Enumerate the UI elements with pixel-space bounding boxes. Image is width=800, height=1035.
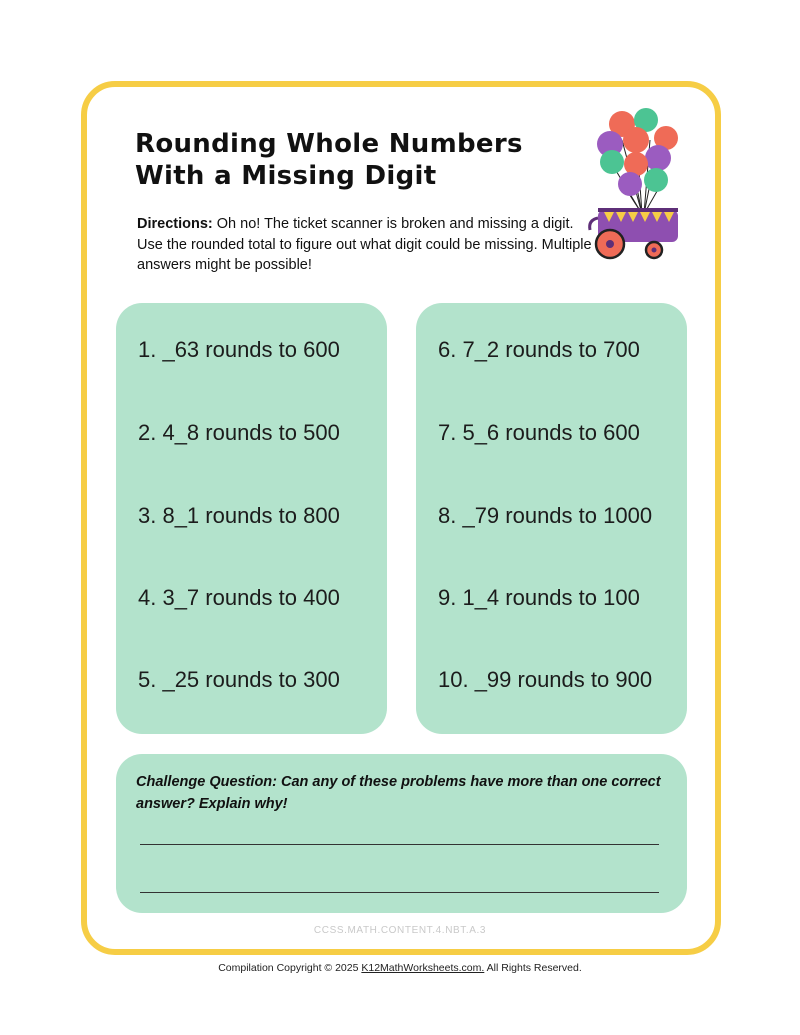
answer-line-1 (140, 844, 659, 845)
balloon-purple-icon (618, 172, 642, 196)
problem-1: 1. _63 rounds to 600 (138, 337, 340, 362)
problem-3: 3. 8_1 rounds to 800 (138, 503, 340, 528)
directions-label: Directions: (137, 216, 213, 232)
balloon-cart-icon (584, 106, 688, 264)
problem-8: 8. _79 rounds to 1000 (438, 503, 653, 528)
cart-icon (590, 208, 678, 258)
copyright-suffix: All Rights Reserved. (484, 962, 582, 974)
challenge-box (116, 754, 687, 913)
problem-6: 6. 7_2 rounds to 700 (438, 337, 640, 362)
website-link[interactable]: K12MathWorksheets.com. (361, 962, 485, 974)
directions-text: Oh no! The ticket scanner is broken and missing a digit. Use the rounded total to figure out what digit could be missing. Multiple answers might be possible! (137, 216, 592, 273)
title-line-1: Rounding Whole Numbers (135, 129, 523, 159)
balloon-red-icon (623, 127, 649, 153)
challenge-question: Challenge Question: Can any of these problems have more than one correct answer? Explain why! (136, 774, 661, 812)
problem-4: 4. 3_7 rounds to 400 (138, 585, 340, 610)
answer-line-2 (140, 892, 659, 893)
problem-2: 2. 4_8 rounds to 500 (138, 420, 340, 445)
standard-code: CCSS.MATH.CONTENT.4.NBT.A.3 (313, 925, 487, 936)
directions (137, 214, 592, 276)
copyright-prefix: Compilation Copyright © 2025 (218, 962, 362, 974)
cart-handle (590, 218, 598, 230)
balloons (597, 108, 678, 196)
problem-9: 9. 1_4 rounds to 100 (438, 585, 640, 610)
problem-5: 5. _25 rounds to 300 (138, 667, 340, 692)
problem-7: 7. 5_6 rounds to 600 (438, 420, 640, 445)
copyright-notice (0, 962, 800, 974)
title-line-2: With a Missing Digit (135, 161, 437, 191)
balloon-purple-icon (645, 145, 671, 171)
worksheet-title (135, 128, 575, 192)
balloon-green-icon (644, 168, 668, 192)
cart-rim (598, 208, 678, 212)
balloon-green-icon (600, 150, 624, 174)
problem-10: 10. _99 rounds to 900 (438, 667, 653, 692)
